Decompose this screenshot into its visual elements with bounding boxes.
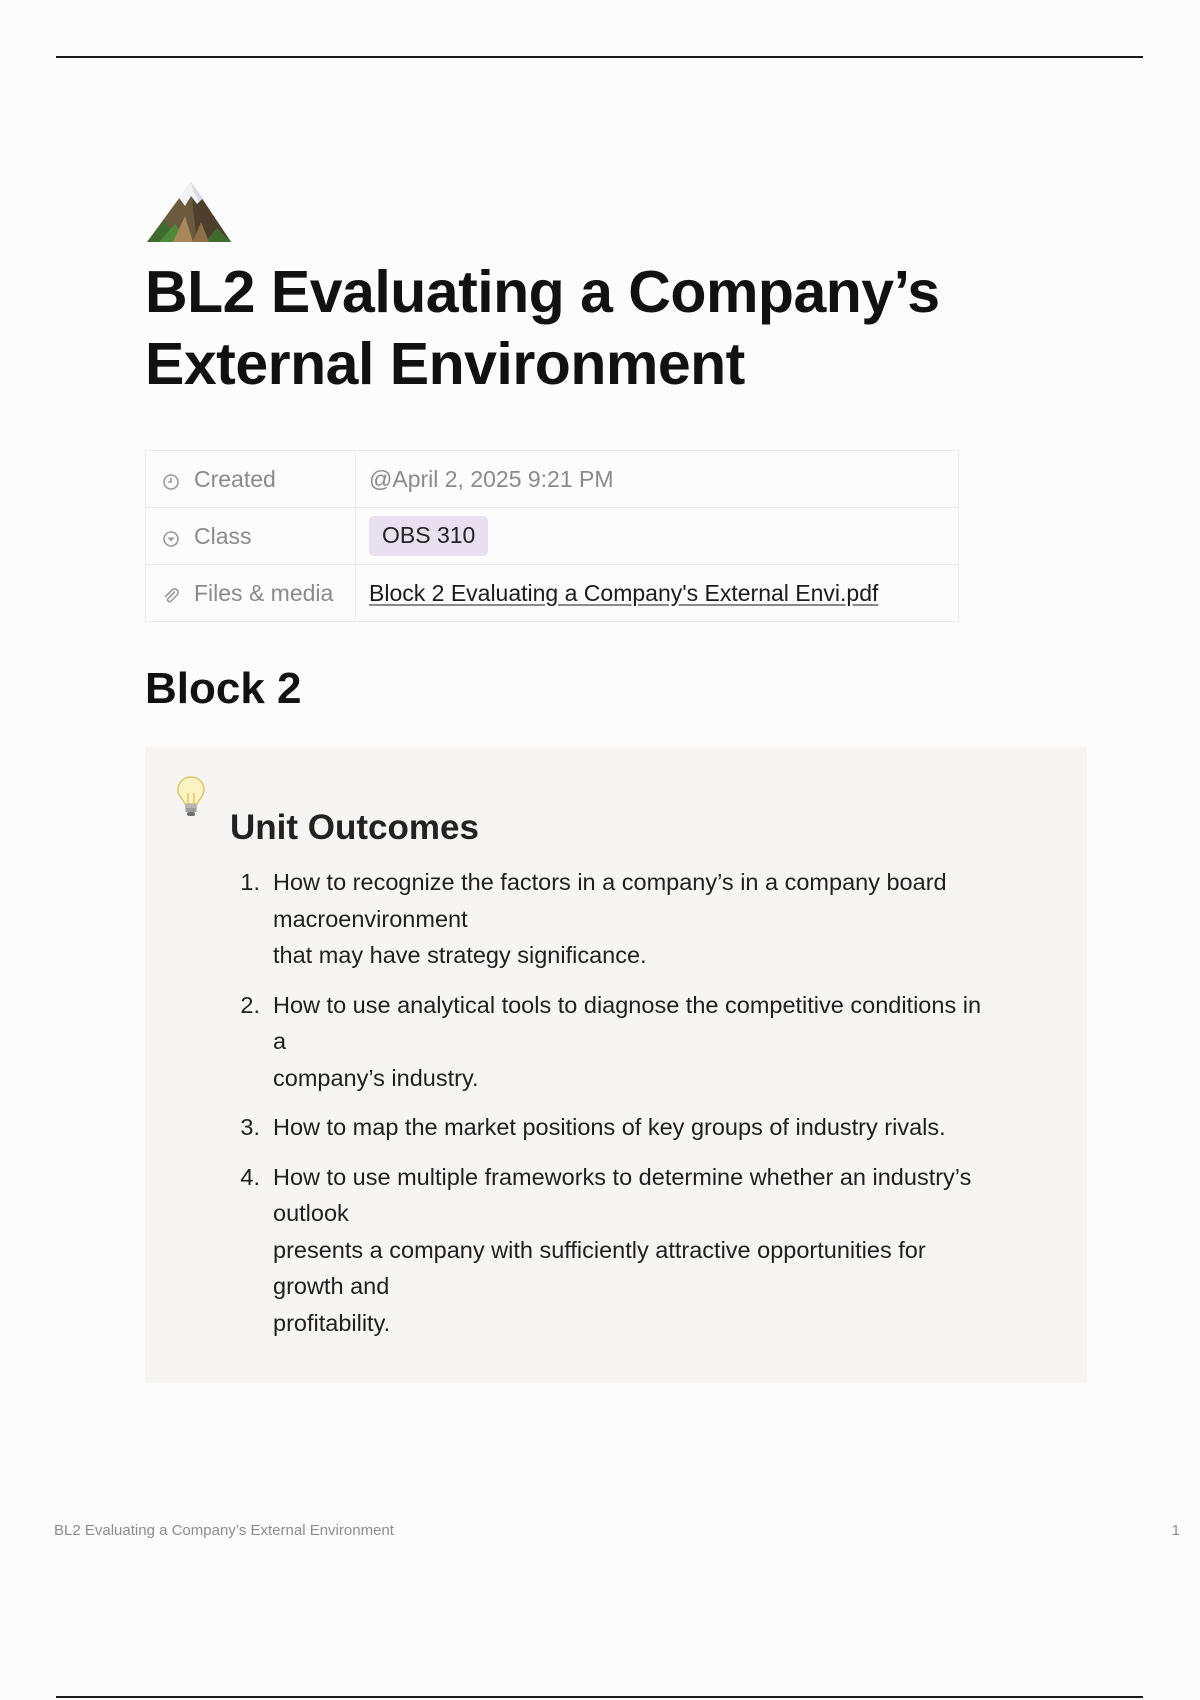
list-item-text: profitability. xyxy=(273,1309,391,1336)
files-value xyxy=(356,565,958,621)
list-item-text: outlook xyxy=(273,1200,349,1226)
list-item xyxy=(230,1109,1060,1146)
callout-heading: Unit Outcomes xyxy=(230,808,479,847)
footer-title: BL2 Evaluating a Company’s External Environment xyxy=(54,1522,394,1539)
property-key-files xyxy=(146,565,356,621)
page-title-line-2: External Environment xyxy=(145,331,745,397)
file-link[interactable]: Block 2 Evaluating a Company's External Envi.pdf xyxy=(369,579,879,606)
property-row-files xyxy=(146,565,958,621)
property-row-created xyxy=(146,451,958,508)
list-item-text: that may have strategy significance. xyxy=(273,942,647,968)
bottom-rule xyxy=(56,1696,1143,1698)
section-heading: Block 2 xyxy=(145,664,302,713)
list-item-text: How to use multiple frameworks to determine whether an industry’s xyxy=(273,1163,972,1190)
page-title-line-1: BL2 Evaluating a Company’s xyxy=(145,259,940,325)
property-key-class xyxy=(146,508,356,564)
class-value xyxy=(356,508,958,564)
page-title xyxy=(145,256,1045,400)
list-item-text: How to map the market positions of key groups of industry rivals. xyxy=(273,1114,946,1140)
list-item-number: 2. xyxy=(240,991,260,1018)
property-label: Created xyxy=(194,465,276,492)
paperclip-icon xyxy=(160,585,182,607)
property-key-created xyxy=(146,451,356,507)
list-item-number: 3. xyxy=(240,1114,260,1140)
property-row-class xyxy=(146,508,958,565)
list-item xyxy=(230,864,1060,974)
list-item xyxy=(230,987,1060,1097)
list-item-text: presents a company with sufficiently attractive opportunities for xyxy=(273,1236,926,1263)
list-item-text: a xyxy=(273,1028,287,1054)
outcomes-list xyxy=(230,864,1060,1354)
properties-table xyxy=(145,450,959,622)
top-rule xyxy=(56,56,1143,58)
callout-block xyxy=(145,747,1087,1383)
lightbulb-icon xyxy=(176,775,206,819)
property-label: Class xyxy=(194,522,252,549)
list-item-number: 1. xyxy=(240,869,260,895)
page-number: 1 xyxy=(1171,1522,1180,1539)
list-item-number: 4. xyxy=(240,1163,260,1190)
clock-icon xyxy=(160,471,182,493)
list-item-text: company’s industry. xyxy=(273,1064,479,1091)
mountain-icon xyxy=(145,178,233,244)
list-item-text: How to recognize the factors in a company’s in a company board xyxy=(273,869,947,895)
list-item xyxy=(230,1159,1060,1342)
property-label: Files & media xyxy=(194,579,334,606)
list-item-text: growth and xyxy=(273,1273,390,1299)
select-icon xyxy=(160,528,182,550)
list-item-text: macroenvironment xyxy=(273,905,468,932)
class-tag[interactable]: OBS 310 xyxy=(369,516,488,556)
list-item-text: How to use analytical tools to diagnose the competitive conditions in xyxy=(273,991,982,1018)
created-date-value[interactable]: @April 2, 2025 9:21 PM xyxy=(369,465,614,492)
